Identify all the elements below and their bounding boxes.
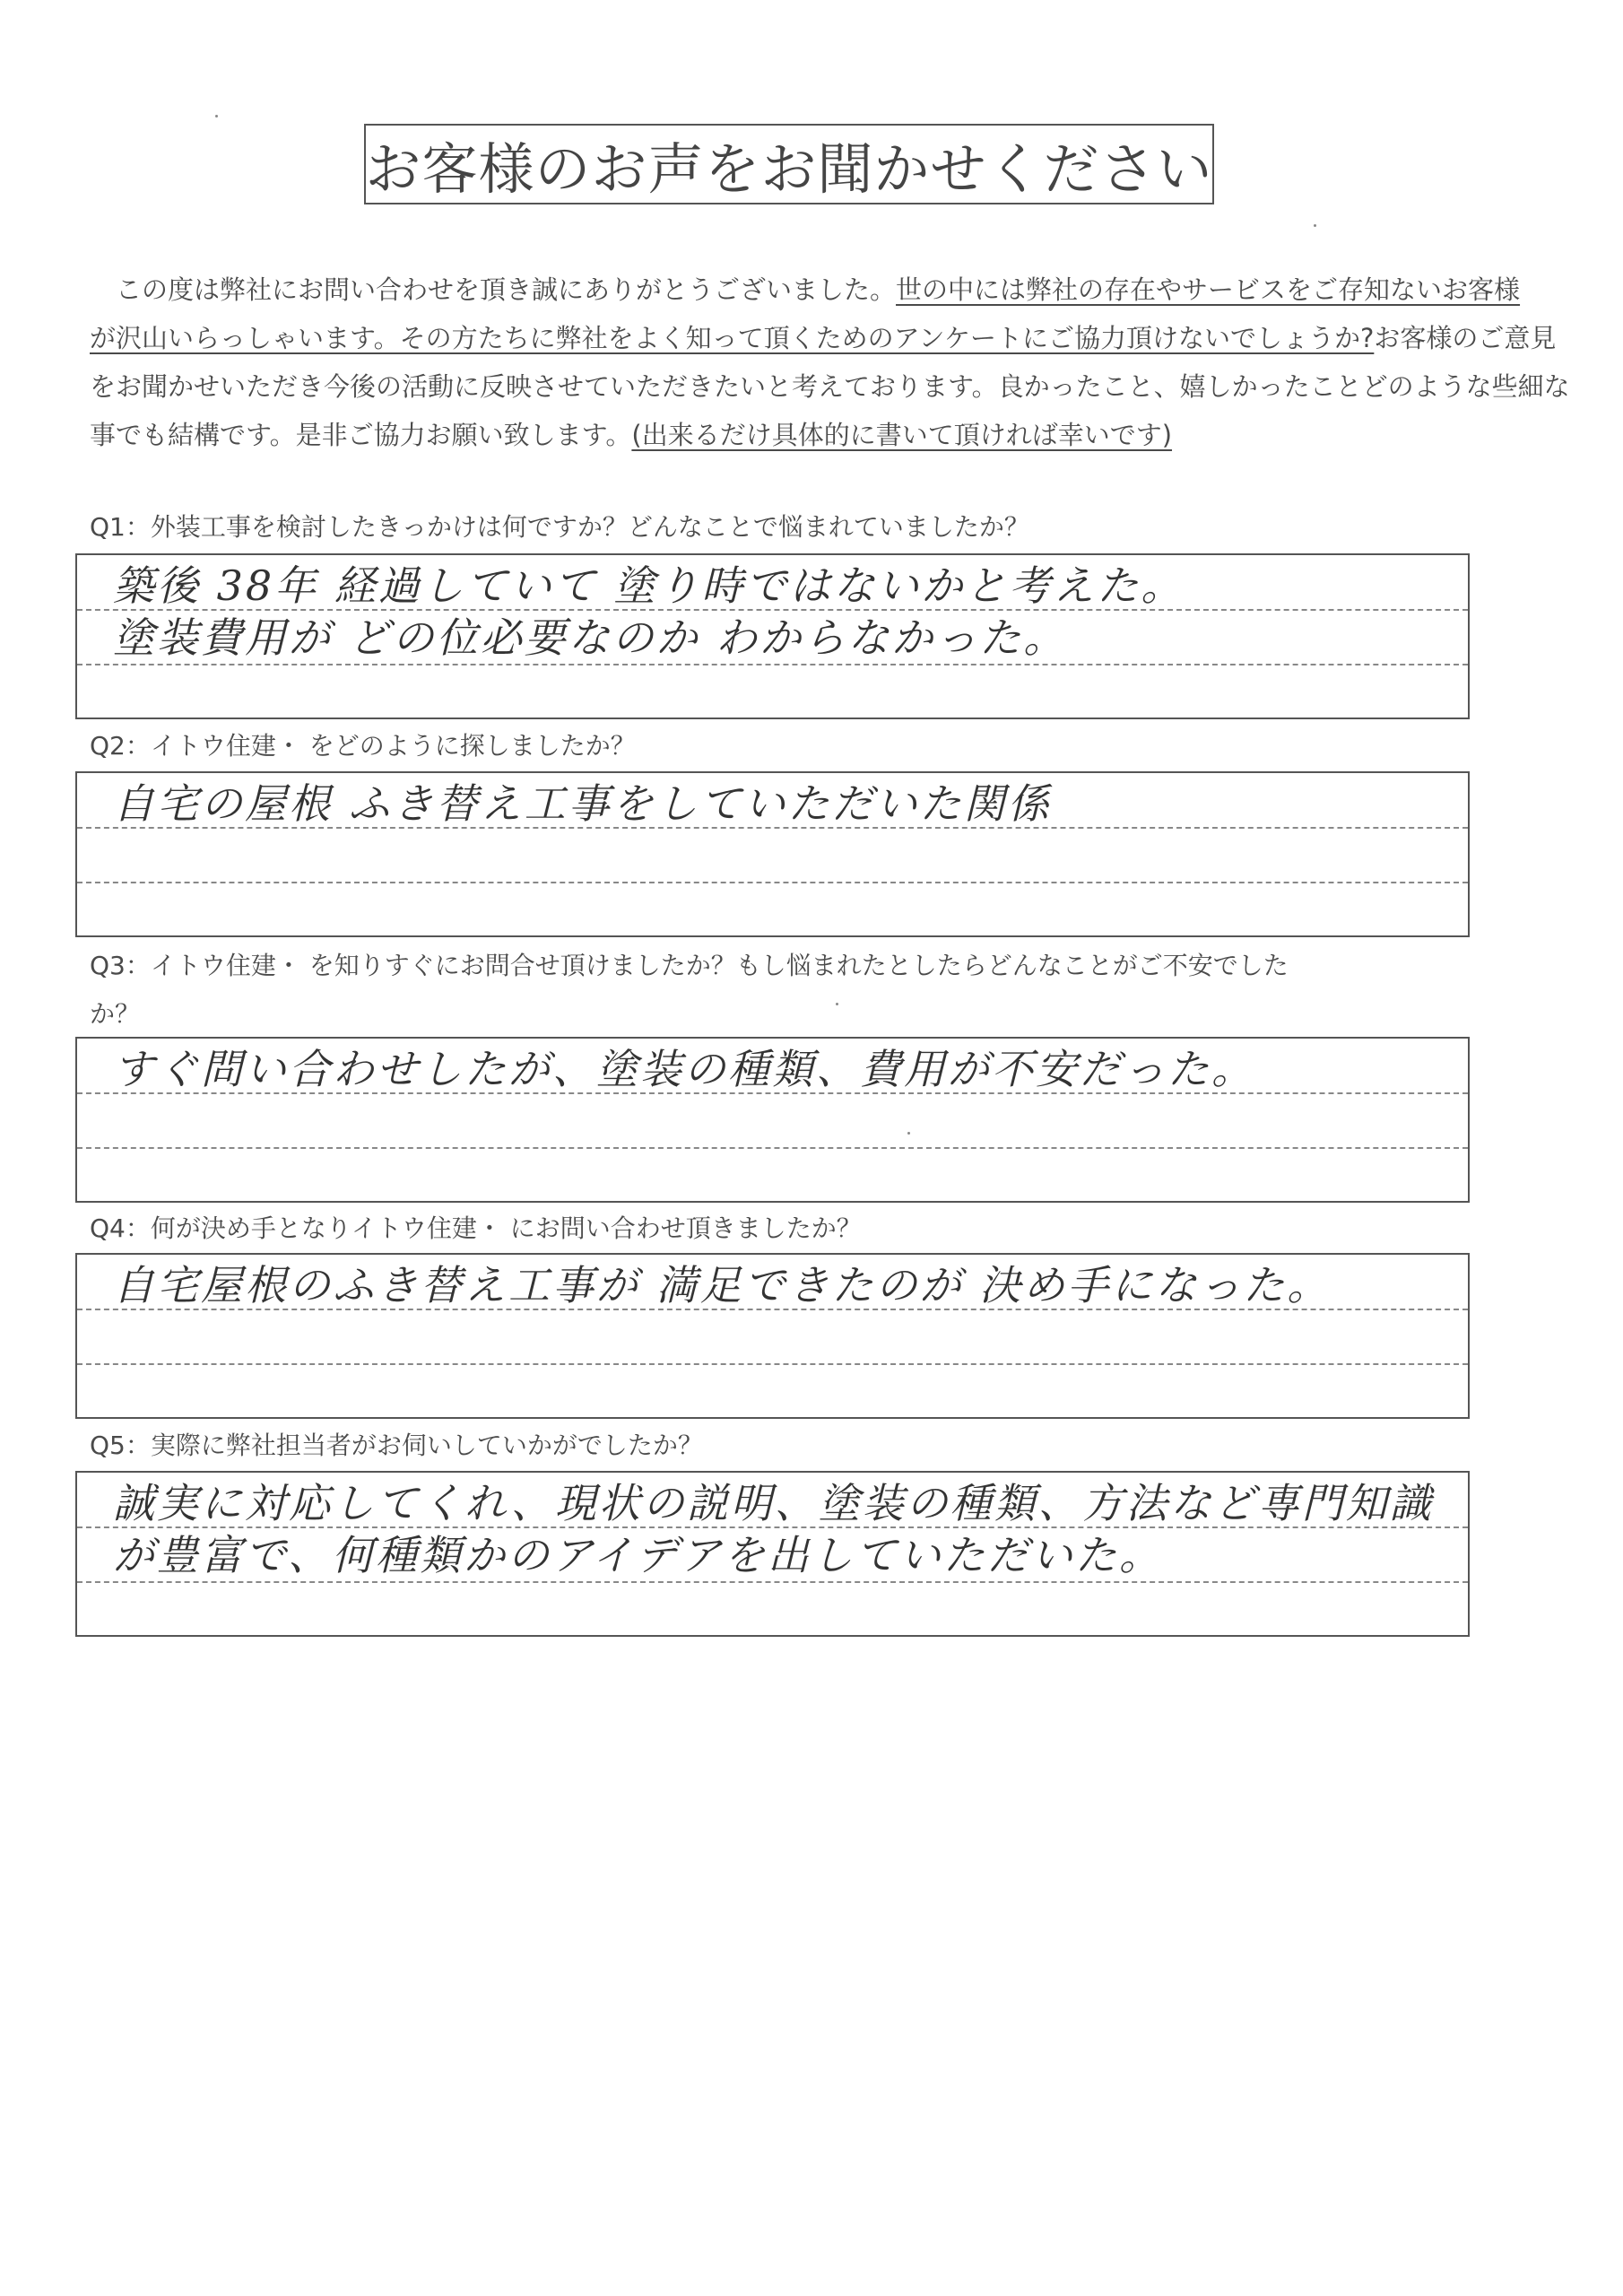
intro-line-2: が沢山いらっしゃいます。その方たちに弊社をよく知って頂くためのアンケートにご協力頂けないでしょうか?お客様のご意見: [90, 323, 1557, 353]
answer-1-line-2: 塗装費用が どの位必要なのか わからなかった。: [113, 613, 1068, 662]
question-3-label-line-2: か？: [90, 999, 141, 1029]
question-3-label: [90, 942, 1488, 1039]
question-2-label: Q2：イトウ住建・ をどのように探しましたか？: [90, 731, 636, 761]
ruled-line: [77, 882, 1468, 883]
answer-5-line-1: 誠実に対応してくれ、現状の説明、塗装の種類、方法など専門知識: [113, 1479, 1434, 1527]
answer-5-box: [75, 1471, 1470, 1637]
answer-4-line-1: 自宅屋根のふき替え工事が 満足できたのが 決め手になった。: [113, 1261, 1332, 1309]
question-1-label: Q1：外装工事を検討したきっかけは何ですか？どんなことで悩まれていましたか？: [90, 512, 1029, 542]
question-3-label-line-1: Q3：イトウ住建・ を知りすぐにお問合せ頂けましたか？もし悩まれたとしたらどんなことがご不安でした: [90, 951, 1289, 980]
scan-speck: [215, 115, 218, 117]
intro-text: [90, 265, 1570, 459]
answer-2-line-1: 自宅の屋根 ふき替え工事をしていただいた関係: [113, 779, 1052, 828]
ruled-line: [77, 1147, 1468, 1149]
ruled-line: [77, 1363, 1468, 1365]
answer-1-line-1: 築後 38年 経過していて 塗り時ではないかと考えた。: [113, 561, 1185, 610]
answer-1-box: [75, 553, 1470, 719]
scan-speck: [907, 1132, 910, 1135]
question-4-label: Q4：何が決め手となりイトウ住建・ にお問い合わせ頂きましたか？: [90, 1213, 862, 1243]
intro-line-3: をお聞かせいただき今後の活動に反映させていただきたいと考えております。良かったこと、嬉しかったことどのような些細な: [90, 371, 1570, 402]
intro-line-1: この度は弊社にお問い合わせを頂き誠にありがとうございました。世の中には弊社の存在やサービスをご存知ないお客様: [116, 274, 1521, 305]
answer-3-box: [75, 1037, 1470, 1203]
survey-title: お客様のお声をお聞かせください: [364, 124, 1214, 204]
scan-speck: [836, 1003, 838, 1005]
intro-line-4: 事でも結構です。是非ご協力お願い致します。(出来るだけ具体的に書いて頂ければ幸いです): [90, 420, 1173, 450]
scan-speck: [1314, 224, 1316, 227]
question-5-label: Q5：実際に弊社担当者がお伺いしていかがでしたか？: [90, 1431, 703, 1460]
answer-3-line-1: すぐ問い合わせしたが、塗装の種類、費用が不安だった。: [113, 1045, 1255, 1093]
answer-4-box: [75, 1253, 1470, 1419]
answer-2-box: [75, 771, 1470, 937]
answer-5-line-2: が豊富で、何種類かのアイデアを出していただいた。: [113, 1531, 1163, 1579]
